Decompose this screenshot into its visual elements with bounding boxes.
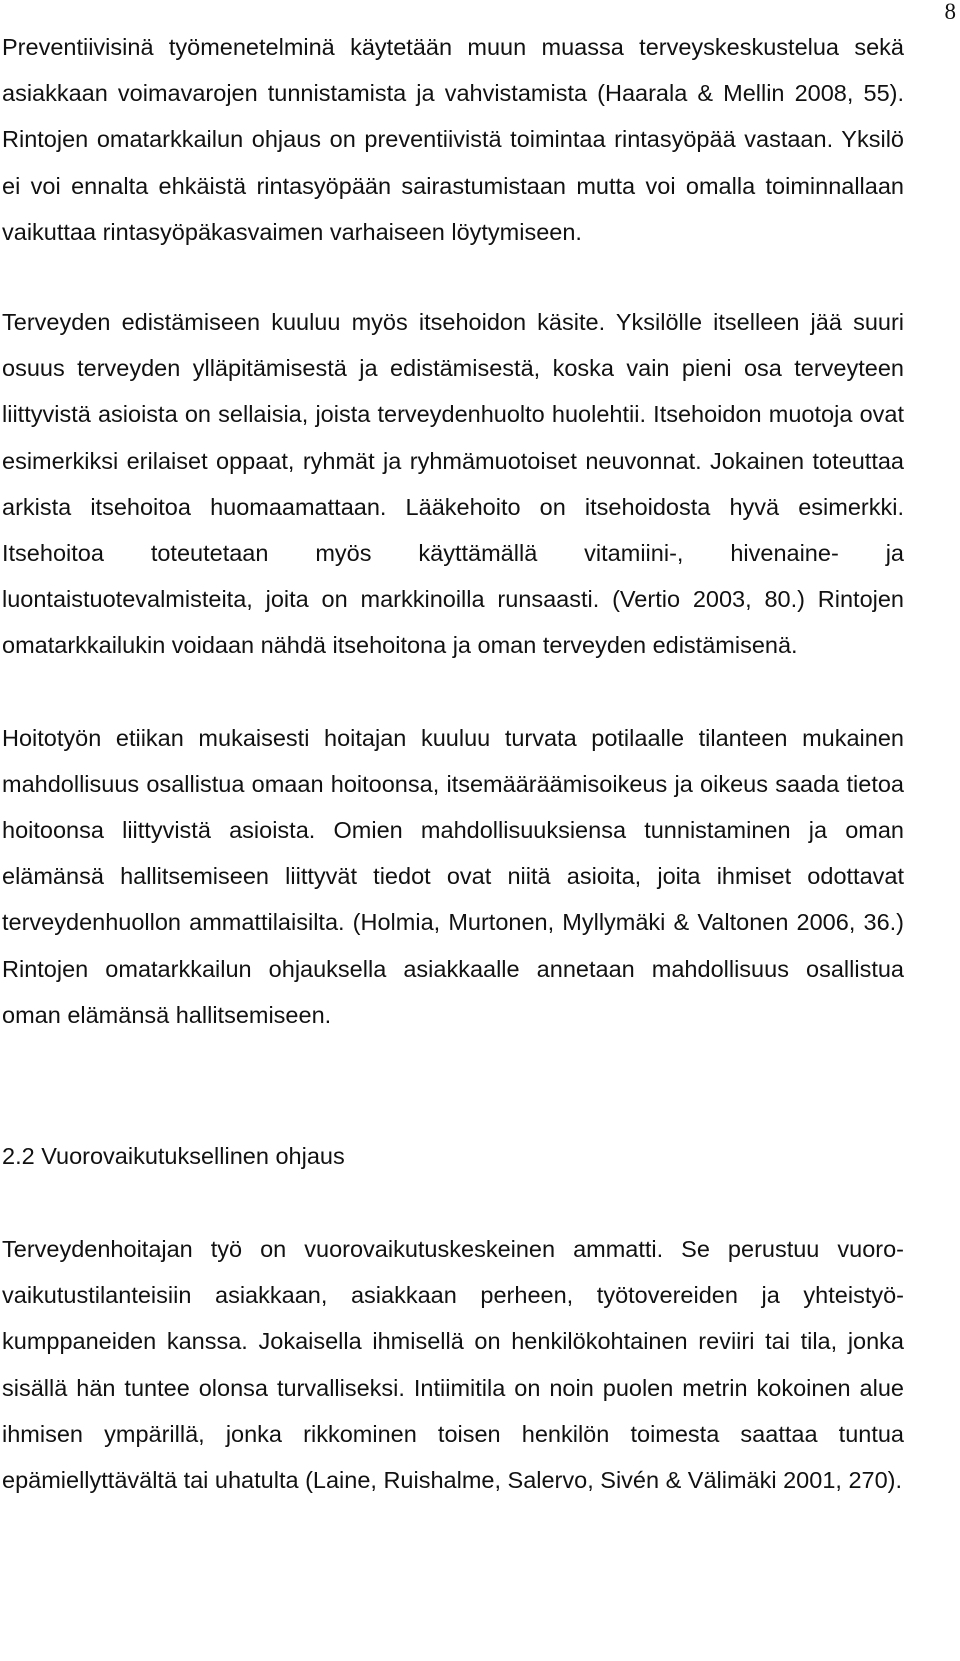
paragraph-interaction: Terveydenhoitajan työ on vuorovaikutuskeskeinen ammatti. Se perustuu vuorovaikutustilanteisiin asiakkaan, asiakkaan perheen, työtovereiden ja yhteistyökumppaneiden kanssa. Jokaisella ihmisellä on henkilökohtainen reviiri tai tila, jonka sisällä hän tuntee olonsa turvalliseksi. Intiimitila on noin puolen metrin kokoinen alue ihmisen ympärillä, jonka rikkominen toisen henkilön toimesta saattaa tuntua epämiellyttävältä tai uhatulta (Laine, Ruishalme, Salervo, Sivén & Välimäki 2001, 270). [2,1236,904,1494]
paragraph-nursing-ethics: Hoitotyön etiikan mukaisesti hoitajan kuuluu turvata potilaalle tilanteen mukainen mahdollisuus osallistua omaan hoitoonsa, itsemääräämisoikeus ja oikeus saada tietoa hoitoonsa liittyvistä asioista. Omien mahdollisuuksiensa tunnistaminen ja oman elämänsä hallitsemiseen liittyvät tiedot ovat niitä asioita, joita ihmiset odottavat terveydenhuollon ammattilaisilta. (Holmia, Murtonen, Myllymäki & Valtonen 2006, 36.) Rintojen omatarkkailun ohjauksella asiakkaalle annetaan mahdollisuus osallistua oman elämänsä hallitsemiseen. [2,724,904,1028]
paragraph-preventive-methods: Preventiivisinä työmenetelminä käytetään muun muassa terveyskeskustelua sekä asiakkaan voimavarojen tunnistamista ja vahvistamista (Haarala & Mellin 2008, 55). Rintojen omatarkkailun ohjaus on preventiivistä toimintaa rintasyöpää vastaan. Yksilö ei voi ennalta ehkäistä rintasyöpään sairastumistaan mutta voi omalla toiminnallaan vaikuttaa rintasyöpäkasvaimen varhaiseen löytymiseen. [2,34,904,245]
page-number: 8 [944,0,956,24]
section-heading: 2.2 Vuorovaikutuksellinen ohjaus [2,1143,345,1170]
document-body [2,24,904,1503]
paragraph-self-care: Terveyden edistämiseen kuuluu myös itsehoidon käsite. Yksilölle itselleen jää suuri osuus terveyden ylläpitämisestä ja edistämisestä, koska vain pieni osa terveyteen liittyvistä asioista on sellaisia, joista terveydenhuolto huolehtii. Itsehoidon muotoja ovat esimerkiksi erilaiset oppaat, ryhmät ja ryhmämuotoiset neuvonnat. Jokainen toteuttaa arkista itsehoitoa huomaamattaan. Lääkehoito on itsehoidosta hyvä esimerkki. Itsehoitoa toteutetaan myös käyttämällä vitamiini-, hivenaine- ja luontaistuotevalmisteita, joita on markkinoilla runsaasti. (Vertio 2003, 80.) Rintojen omatarkkailukin voidaan nähdä itsehoitona ja oman terveyden edistämisenä. [2,309,904,659]
